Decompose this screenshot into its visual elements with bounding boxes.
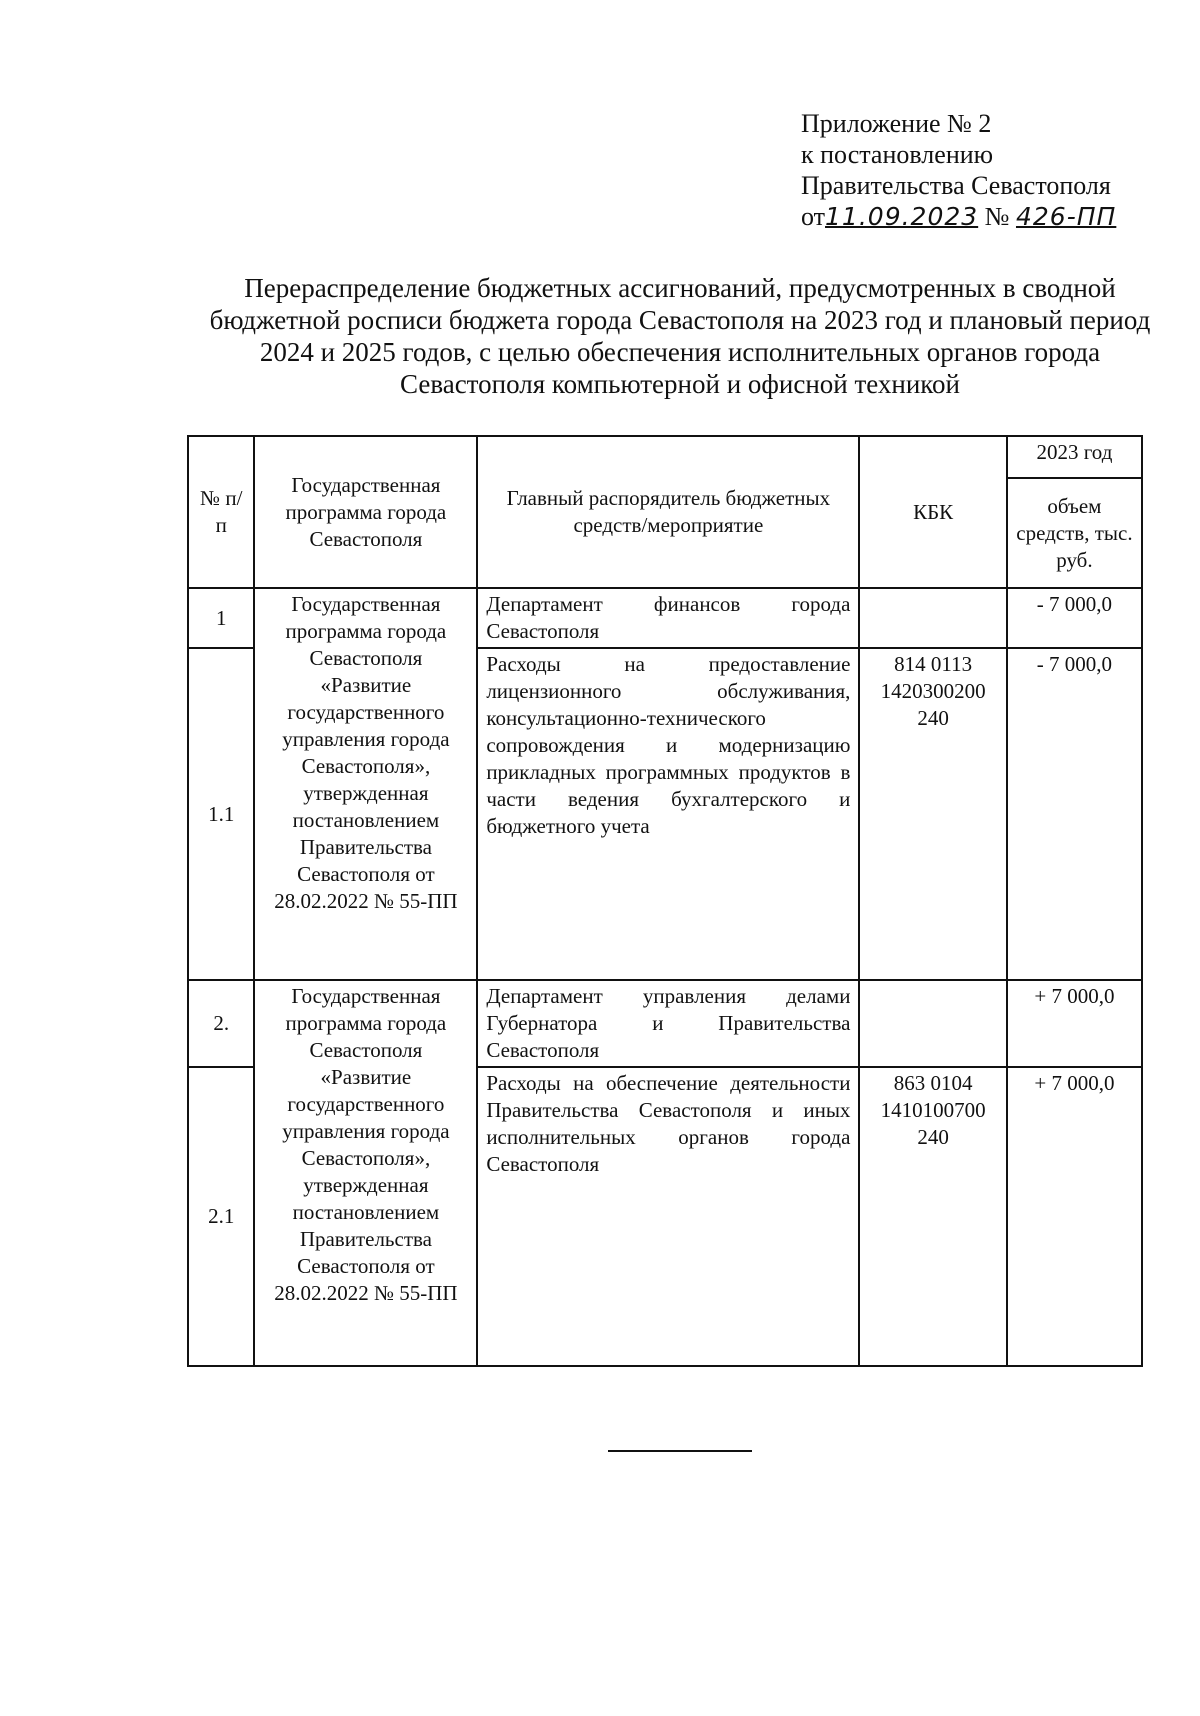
header-kbk: КБК [859,436,1006,588]
row-kbk: 863 0104 1410100700 240 [859,1067,1006,1366]
date-prefix: от [801,202,826,231]
header-year: 2023 год [1007,436,1142,478]
budget-table [187,435,1143,1367]
row-kbk: 814 0113 1420300200 240 [859,648,1006,980]
row-manager: Департамент управления делами Губернатора и Правительства Севастополя [477,980,859,1067]
handwritten-number: 426-ПП [1015,202,1117,231]
appendix-line-2: к постановлению [801,140,994,169]
row-manager: Расходы на обеспечение деятельности Правительства Севастополя и иных исполнительных органов города Севастополя [477,1067,859,1366]
row-amount: + 7 000,0 [1007,980,1142,1067]
header-program: Государственная программа города Севастополя [254,436,477,588]
row-amount: - 7 000,0 [1007,648,1142,980]
document-title: Перераспределение бюджетных ассигнований, предусмотренных в сводной бюджетной росписи бюджета города Севастополя на 2023 год и плановый период 2024 и 2025 годов, с целью обеспечения исполнительных органов города Севастополя компьютерной и офисной техникой [209,273,1151,399]
row-amount: + 7 000,0 [1007,1067,1142,1366]
row-kbk [859,980,1006,1067]
row-num: 2. [188,980,254,1067]
appendix-line-1: Приложение № 2 [801,109,992,138]
closing-divider-line [608,1450,752,1452]
header-num: № п/п [188,436,254,588]
row-program: Государственная программа города Севастополя «Развитие государственного управления города Севастополя», утвержденная постановлением Правительства Севастополя от 28.02.2022 № 55-ПП [254,588,477,980]
row-program: Государственная программа города Севастополя «Развитие государственного управления города Севастополя», утвержденная постановлением Правительства Севастополя от 28.02.2022 № 55-ПП [254,980,477,1366]
header-manager: Главный распорядитель бюджетных средств/мероприятие [477,436,859,588]
row-num: 1 [188,588,254,648]
appendix-date-line [801,201,1116,232]
table-row [188,980,1142,1067]
row-num: 1.1 [188,648,254,980]
row-num: 2.1 [188,1067,254,1366]
row-kbk [859,588,1006,648]
handwritten-date: 11.09.2023 [825,202,979,231]
table-row [188,588,1142,648]
row-manager: Департамент финансов города Севастополя [477,588,859,648]
appendix-line-3: Правительства Севастополя [801,171,1111,200]
number-prefix: № [984,202,1010,231]
row-amount: - 7 000,0 [1007,588,1142,648]
row-manager: Расходы на предоставление лицензионного обслуживания, консультационно-технического сопровождения и модернизацию прикладных программных продуктов в части ведения бухгалтерского и бюджетного учета [477,648,859,980]
table-header-row [188,436,1142,478]
header-amount: объем средств, тыс. руб. [1007,478,1142,588]
appendix-block [801,108,1116,232]
